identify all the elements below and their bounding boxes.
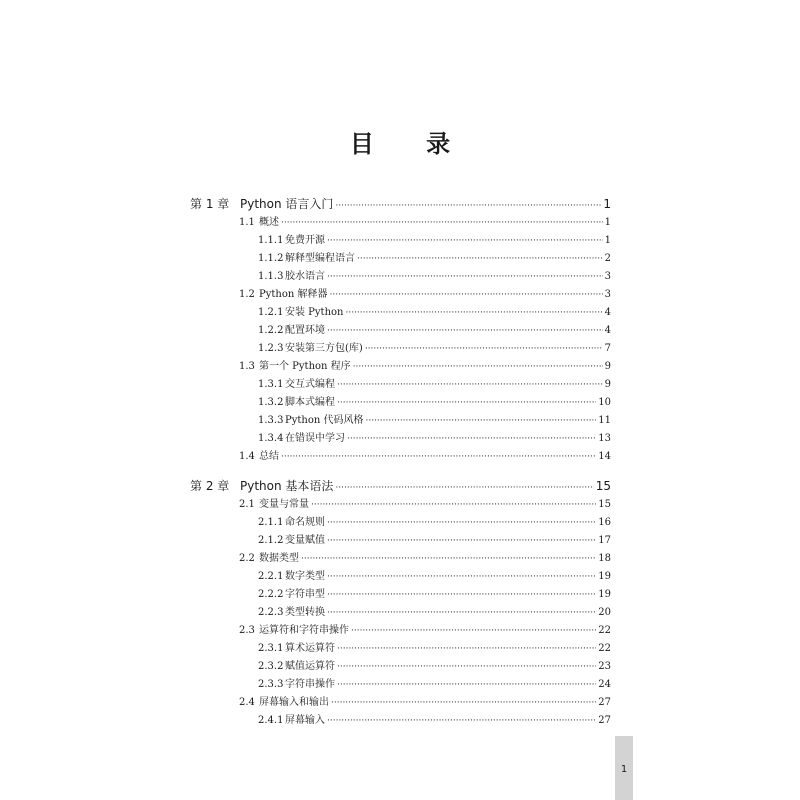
toc-entry-page: 3 <box>604 289 611 300</box>
toc-entry-number: 2.4 <box>239 697 255 708</box>
toc-leader-dots <box>331 696 596 710</box>
toc-entry-page: 1 <box>603 197 611 211</box>
toc-subsection-entry <box>258 396 611 410</box>
toc-subsection-entry <box>258 714 611 728</box>
toc-leader-dots <box>281 216 603 230</box>
toc-entry-number: 1.2.3 <box>258 343 284 354</box>
toc-entry-page: 7 <box>604 343 611 354</box>
toc-entry-number: 2.3 <box>239 625 255 636</box>
toc-leader-dots <box>329 288 602 302</box>
toc-subsection-entry <box>258 606 611 620</box>
toc-leader-dots <box>337 378 603 392</box>
toc-entry-number: 2.1.2 <box>258 535 284 546</box>
toc-leader-dots <box>281 450 596 464</box>
toc-section-entry <box>239 552 611 566</box>
toc-entry-label: 总结 <box>259 451 279 462</box>
toc-subsection-entry <box>258 660 611 674</box>
toc-entry-label: 第一个 Python 程序 <box>259 361 351 372</box>
toc-entry-label: Python 解释器 <box>259 289 328 300</box>
toc-entry-label: 变量与常量 <box>259 499 309 510</box>
toc-leader-dots <box>337 678 596 692</box>
toc-entry-page: 4 <box>604 325 611 336</box>
toc-entry-page: 23 <box>598 661 611 672</box>
toc-leader-dots <box>327 588 596 602</box>
toc-entry-page: 1 <box>604 217 611 228</box>
toc-entry-page: 18 <box>598 553 611 564</box>
toc-entry-label: 概述 <box>259 217 279 228</box>
toc-entry-number: 2.3.1 <box>258 643 284 654</box>
toc-subsection-entry <box>258 642 611 656</box>
toc-entry-page: 22 <box>598 643 611 654</box>
toc-entry-label: Python 代码风格 <box>285 415 364 426</box>
toc-subsection-entry <box>258 324 611 338</box>
toc-leader-dots <box>337 660 596 674</box>
toc-leader-dots <box>365 342 603 356</box>
toc-entry-page: 10 <box>598 397 611 408</box>
toc-entry-page: 2 <box>604 253 611 264</box>
toc-entry-page: 9 <box>604 379 611 390</box>
toc-leader-dots <box>337 642 596 656</box>
toc-leader-dots <box>357 252 603 266</box>
toc-leader-dots <box>365 414 596 428</box>
toc-entry-number: 2.1.1 <box>258 517 284 528</box>
toc-entry-label: 安装 Python <box>285 307 344 318</box>
toc-leader-dots <box>311 498 596 512</box>
toc-entry-label: 屏幕输入 <box>285 715 325 726</box>
toc-entry-label: 数字类型 <box>285 571 325 582</box>
toc-leader-dots <box>327 270 603 284</box>
toc-entry-page: 22 <box>598 625 611 636</box>
toc-entry-label: 配置环境 <box>285 325 325 336</box>
toc-entry-label: 字符串型 <box>285 589 325 600</box>
toc-entry-number: 2.3.2 <box>258 661 284 672</box>
toc-entry-number: 1.3.2 <box>258 397 284 408</box>
toc-entry-label: 安装第三方包(库) <box>285 343 363 354</box>
toc-entry-number: 1.1.3 <box>258 271 284 282</box>
toc-entry-page: 17 <box>598 535 611 546</box>
toc-leader-dots <box>301 552 596 566</box>
toc-entry-page: 14 <box>598 451 611 462</box>
toc-subsection-entry <box>258 678 611 692</box>
toc-subsection-entry <box>258 570 611 584</box>
toc-chapter-entry <box>190 196 611 212</box>
toc-entry-label: 类型转换 <box>285 607 325 618</box>
toc-section-entry <box>239 288 611 302</box>
toc-entry-number: 1.3 <box>239 361 255 372</box>
toc-section-entry <box>239 450 611 464</box>
toc-entry-number: 1.2 <box>239 289 255 300</box>
toc-entry-label: 赋值运算符 <box>285 661 335 672</box>
toc-entry-page: 15 <box>598 499 611 510</box>
toc-subsection-entry <box>258 234 611 248</box>
toc-entry-page: 19 <box>598 589 611 600</box>
toc-entry-number: 1.4 <box>239 451 255 462</box>
toc-leader-dots <box>327 714 596 728</box>
toc-entry-page: 20 <box>598 607 611 618</box>
toc-entry-label: Python 语言入门 <box>240 197 334 211</box>
toc-entry-number: 1.1.1 <box>258 235 284 246</box>
toc-entry-label: Python 基本语法 <box>240 479 334 493</box>
toc-entry-label: 字符串操作 <box>285 679 335 690</box>
toc-entry-page: 4 <box>604 307 611 318</box>
toc-entry-number: 1.1.2 <box>258 253 284 264</box>
toc-entry-number: 1.3.4 <box>258 433 284 444</box>
toc-leader-dots <box>327 534 596 548</box>
toc-entry-page: 9 <box>604 361 611 372</box>
toc-leader-dots <box>335 196 601 214</box>
toc-entry-page: 1 <box>604 235 611 246</box>
toc-section-entry <box>239 498 611 512</box>
toc-entry-label: 命名规则 <box>285 517 325 528</box>
toc-leader-dots <box>327 324 603 338</box>
toc-subsection-entry <box>258 342 611 356</box>
toc-section-entry <box>239 360 611 374</box>
toc-entry-label: 算术运算符 <box>285 643 335 654</box>
toc-entry-number: 2.2.2 <box>258 589 284 600</box>
toc-entry-label: 脚本式编程 <box>285 397 335 408</box>
toc-entry-number: 1.2.1 <box>258 307 284 318</box>
toc-leader-dots <box>353 360 603 374</box>
toc-leader-dots <box>347 432 596 446</box>
page-title: 目 录 <box>349 129 473 158</box>
toc-entry-label: 运算符和字符串操作 <box>259 625 349 636</box>
toc-entry-label: 在错误中学习 <box>285 433 345 444</box>
page-number: 1 <box>620 764 628 775</box>
toc-entry-number: 2.2 <box>239 553 255 564</box>
toc-subsection-entry <box>258 270 611 284</box>
toc-subsection-entry <box>258 306 611 320</box>
toc-entry-label: 交互式编程 <box>285 379 335 390</box>
toc-entry-label: 胶水语言 <box>285 271 325 282</box>
toc-chapter-entry <box>190 478 611 494</box>
toc-subsection-entry <box>258 588 611 602</box>
toc-entry-page: 24 <box>598 679 611 690</box>
page-number-tab <box>615 736 633 800</box>
toc-entry-number: 1.3.1 <box>258 379 284 390</box>
toc-entry-number: 2.3.3 <box>258 679 284 690</box>
toc-entry-page: 19 <box>598 571 611 582</box>
toc-subsection-entry <box>258 414 611 428</box>
toc-entry-page: 27 <box>598 715 611 726</box>
toc-entry-label: 数据类型 <box>259 553 299 564</box>
toc-entry-number: 1.1 <box>239 217 255 228</box>
toc-subsection-entry <box>258 432 611 446</box>
toc-entry-number: 2.2.3 <box>258 607 284 618</box>
toc-subsection-entry <box>258 252 611 266</box>
toc-entry-page: 27 <box>598 697 611 708</box>
toc-entry-page: 16 <box>598 517 611 528</box>
toc-leader-dots <box>335 478 593 496</box>
toc-entry-number: 第 1 章 <box>190 197 230 211</box>
toc-entry-number: 2.4.1 <box>258 715 284 726</box>
toc-entry-label: 解释型编程语言 <box>285 253 355 264</box>
toc-subsection-entry <box>258 534 611 548</box>
toc-entry-label: 屏幕输入和输出 <box>259 697 329 708</box>
toc-entry-number: 2.2.1 <box>258 571 284 582</box>
toc-section-entry <box>239 624 611 638</box>
toc-entry-label: 变量赋值 <box>285 535 325 546</box>
toc-entry-number: 1.2.2 <box>258 325 284 336</box>
toc-leader-dots <box>345 306 602 320</box>
toc-entry-label: 免费开源 <box>285 235 325 246</box>
toc-entry-page: 3 <box>604 271 611 282</box>
toc-entry-page: 13 <box>598 433 611 444</box>
toc-leader-dots <box>327 516 596 530</box>
toc-entry-page: 11 <box>598 415 611 426</box>
toc-entry-number: 第 2 章 <box>190 479 230 493</box>
toc-entry-page: 15 <box>595 479 611 493</box>
toc-entry-number: 1.3.3 <box>258 415 284 426</box>
toc-entry-number: 2.1 <box>239 499 255 510</box>
toc-leader-dots <box>327 606 596 620</box>
toc-section-entry <box>239 696 611 710</box>
toc-subsection-entry <box>258 516 611 530</box>
toc-subsection-entry <box>258 378 611 392</box>
toc-leader-dots <box>327 234 603 248</box>
toc-leader-dots <box>351 624 596 638</box>
toc-leader-dots <box>327 570 596 584</box>
toc-leader-dots <box>337 396 596 410</box>
toc-section-entry <box>239 216 611 230</box>
